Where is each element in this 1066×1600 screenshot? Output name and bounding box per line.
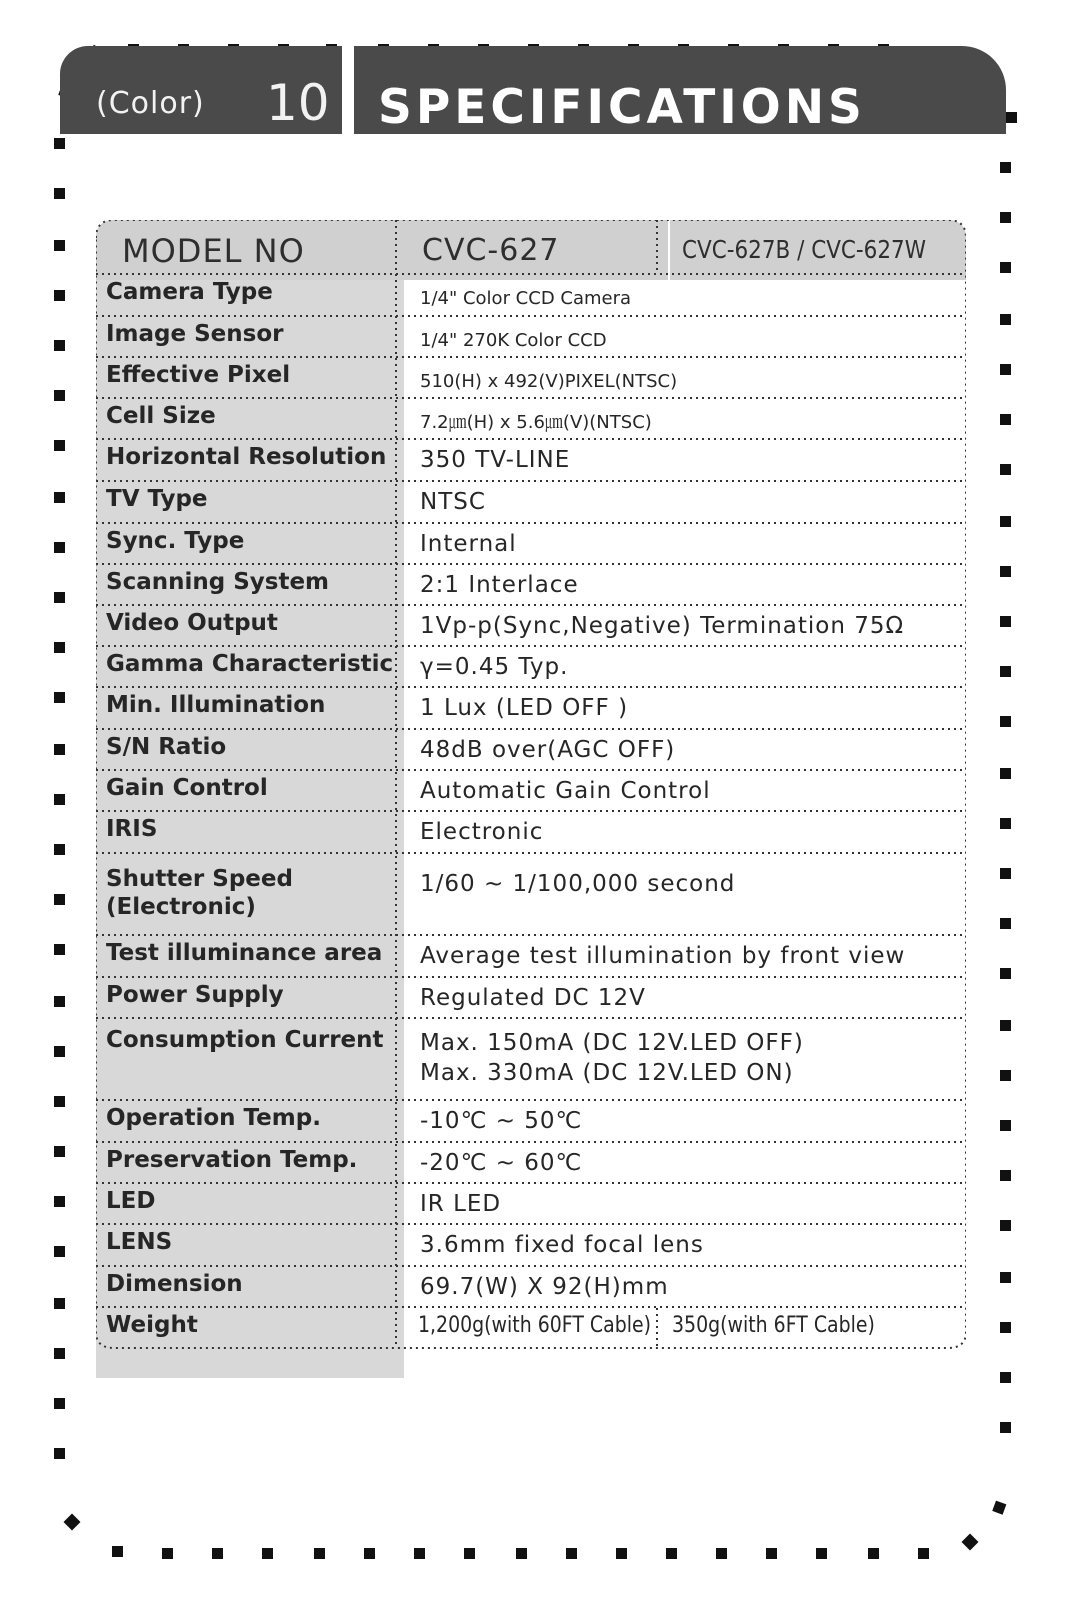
- spec-label: Dimension: [106, 1271, 243, 1297]
- page-title: SPECIFICATIONS: [378, 80, 866, 135]
- spec-row-min-illumination: [96, 687, 966, 729]
- spec-label: S/N Ratio: [106, 734, 227, 760]
- spec-label: Effective Pixel: [106, 362, 291, 388]
- spec-value: IR LED: [420, 1191, 502, 1217]
- model-b-name: CVC-627B / CVC-627W: [682, 235, 926, 264]
- spec-value: 1/4" Color CCD Camera: [420, 288, 632, 309]
- spec-label: TV Type: [106, 486, 208, 512]
- spec-row-gamma-characteristic: [96, 646, 966, 687]
- spec-label: Gamma Characteristic: [106, 651, 394, 677]
- spec-row-sn-ratio: [96, 729, 966, 770]
- spec-value: Internal: [420, 531, 517, 557]
- header-section-tab: [60, 46, 342, 134]
- spec-value: Electronic: [420, 819, 544, 845]
- spec-value: Regulated DC 12V: [420, 985, 646, 1011]
- spec-label: Operation Temp.: [106, 1105, 321, 1131]
- spec-value: NTSC: [420, 489, 486, 515]
- spec-value: Max. 150mA (DC 12V.LED OFF): [420, 1030, 804, 1056]
- spec-row-iris: [96, 811, 966, 853]
- model-no-label: MODEL NO: [122, 232, 305, 270]
- spec-row-preservation-temp: [96, 1142, 966, 1183]
- spec-row-test-illuminance-area: [96, 935, 966, 977]
- spec-row-shutter-speed: [96, 853, 966, 935]
- spec-label: Preservation Temp.: [106, 1147, 358, 1173]
- spec-row-video-output: [96, 605, 966, 646]
- spec-value: Average test illumination by front view: [420, 943, 906, 969]
- spec-label: LED: [106, 1188, 156, 1214]
- spec-value: Automatic Gain Control: [420, 778, 711, 804]
- spec-value: 48dB over(AGC OFF): [420, 737, 676, 763]
- spec-label: Gain Control: [106, 775, 268, 801]
- spec-label: Consumption Current: [106, 1027, 384, 1053]
- spec-value: 7.2㎛(H) x 5.6㎛(V)(NTSC): [420, 412, 652, 433]
- spec-value: 510(H) x 492(V)PIXEL(NTSC): [420, 371, 678, 392]
- spec-label: Image Sensor: [106, 321, 284, 347]
- spec-row-lens: [96, 1224, 966, 1266]
- spec-row-cell-size: [96, 398, 966, 439]
- spec-value: 1/60 ~ 1/100,000 second: [420, 871, 736, 897]
- spec-label: Camera Type: [106, 279, 273, 305]
- spec-row-operation-temp: [96, 1100, 966, 1142]
- spec-value: -20℃ ~ 60℃: [420, 1150, 583, 1176]
- spec-label: Cell Size: [106, 403, 216, 429]
- spec-value-weight-a: 1,200g(with 60FT Cable): [418, 1313, 652, 1338]
- spec-value: γ=0.45 Typ.: [420, 654, 569, 680]
- spec-row-power-supply: [96, 977, 966, 1018]
- spec-value: 2:1 Interlace: [420, 572, 579, 598]
- spec-label: Weight: [106, 1312, 198, 1338]
- spec-label: Video Output: [106, 610, 278, 636]
- section-number: 10: [266, 74, 330, 132]
- spec-label: Min. Illumination: [106, 692, 326, 718]
- spec-label: Horizontal Resolution: [106, 444, 387, 470]
- spec-row-horizontal-resolution: [96, 439, 966, 481]
- spec-row-camera-type: [96, 274, 966, 316]
- specifications-table: [96, 220, 966, 1378]
- spec-label-line2: (Electronic): [106, 894, 256, 920]
- spec-label: Sync. Type: [106, 528, 245, 554]
- spec-value: 1 Lux (LED OFF ): [420, 695, 629, 721]
- spec-row-weight: [96, 1307, 966, 1348]
- spec-row-led: [96, 1183, 966, 1224]
- spec-row-sync-type: [96, 523, 966, 564]
- spec-value: 1/4" 270K Color CCD: [420, 330, 607, 351]
- spec-row-tv-type: [96, 481, 966, 523]
- color-label: (Color): [96, 86, 205, 121]
- spec-row-effective-pixel: [96, 357, 966, 398]
- spec-label: Power Supply: [106, 982, 284, 1008]
- spec-label: LENS: [106, 1229, 173, 1255]
- header-title-bar: [354, 46, 1006, 134]
- spec-value-line2: Max. 330mA (DC 12V.LED ON): [420, 1060, 794, 1086]
- spec-value: 69.7(W) X 92(H)mm: [420, 1274, 669, 1300]
- spec-label: Test illuminance area: [106, 940, 383, 966]
- spec-value: 1Vp-p(Sync,Negative) Termination 75Ω: [420, 613, 905, 639]
- spec-row-image-sensor: [96, 316, 966, 357]
- spec-label: IRIS: [106, 816, 158, 842]
- spec-value-weight-b: 350g(with 6FT Cable): [672, 1313, 875, 1338]
- spec-label: Scanning System: [106, 569, 330, 595]
- spec-value: -10℃ ~ 50℃: [420, 1108, 583, 1134]
- spec-row-scanning-system: [96, 564, 966, 605]
- spec-value: 350 TV-LINE: [420, 447, 571, 473]
- spec-value: 3.6mm fixed focal lens: [420, 1232, 704, 1258]
- model-a-name: CVC-627: [422, 233, 560, 268]
- spec-row-gain-control: [96, 770, 966, 811]
- spec-row-consumption-current: [96, 1018, 966, 1100]
- spec-row-dimension: [96, 1266, 966, 1307]
- spec-label: Shutter Speed: [106, 866, 293, 892]
